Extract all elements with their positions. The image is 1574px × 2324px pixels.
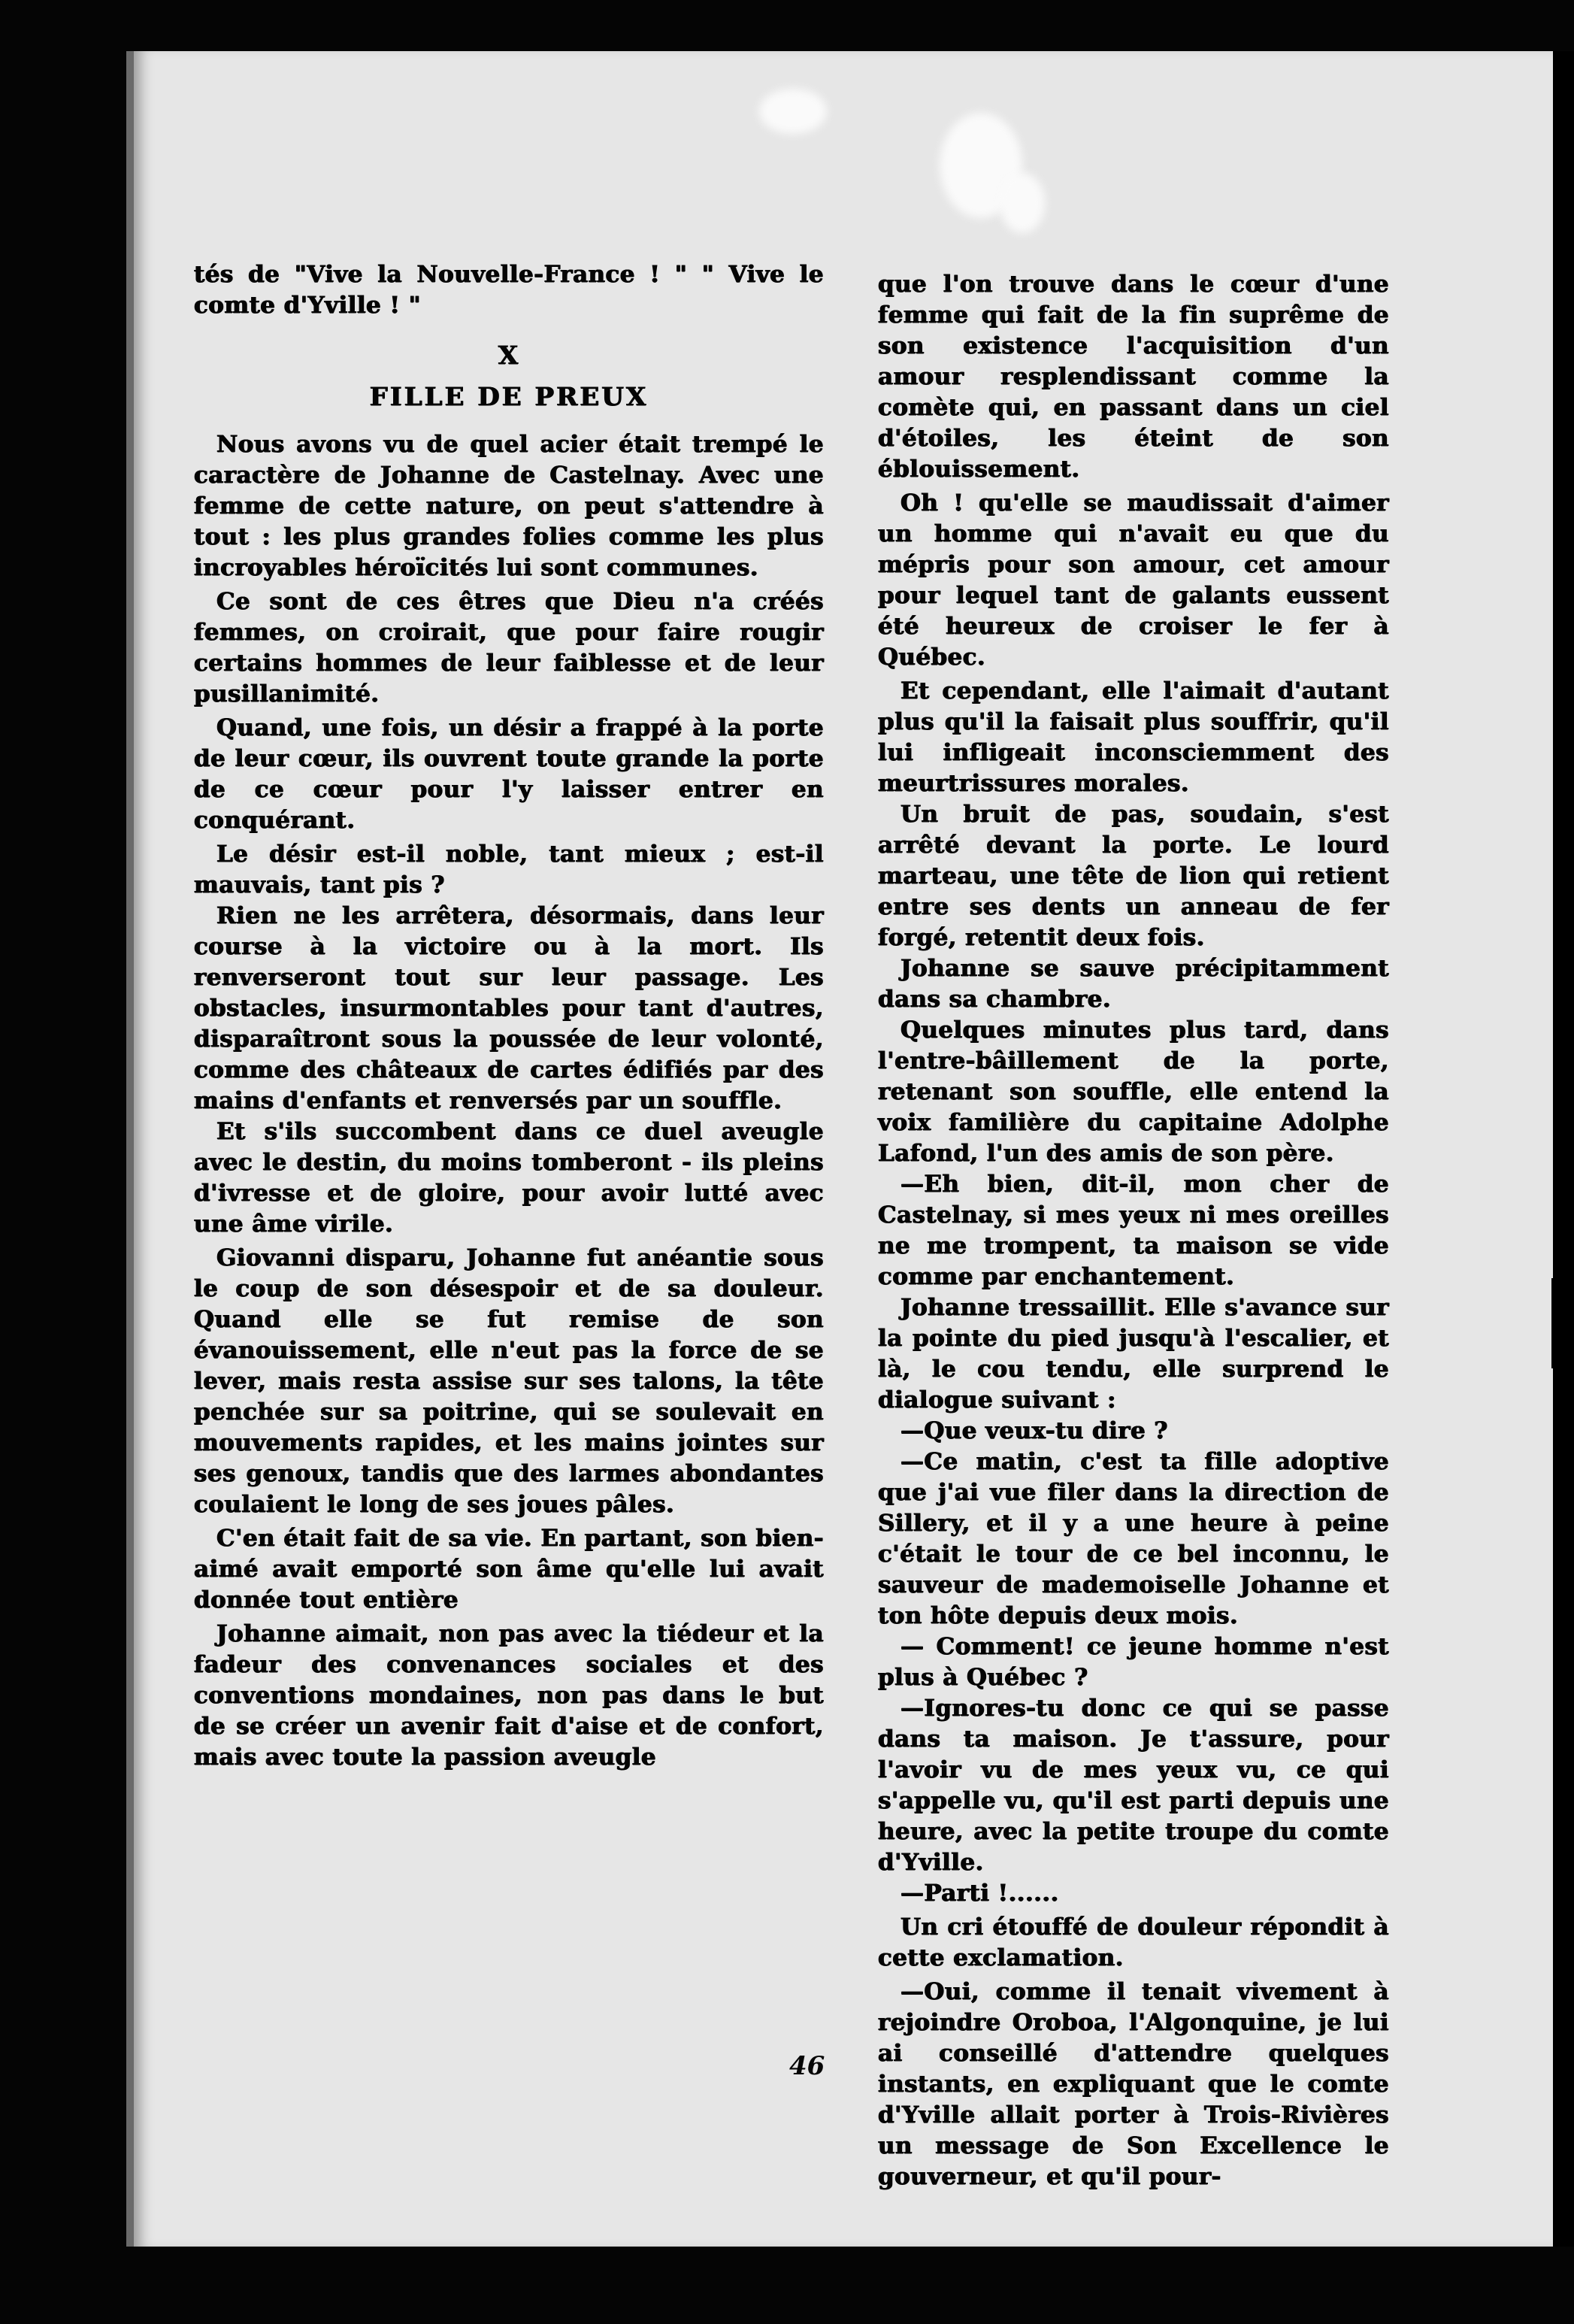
- paragraph: Ce sont de ces êtres que Dieu n'a créés femmes, on croirait, que pour faire rougir certains hommes de leur faiblesse et de leur pusillanimité.: [194, 588, 824, 708]
- paragraph: que l'on trouve dans le cœur d'une femme qui fait de la fin suprême de son existence l'acquisition d'un amour resplendissant comme la comète qui, en passant dans un ciel d'étoiles, les éteint de son éblouissement.: [878, 271, 1389, 483]
- left-text-column: [194, 259, 824, 1773]
- paragraph: Quand, une fois, un désir a frappé à la porte de leur cœur, ils ouvrent toute grande la porte de ce cœur pour l'y laisser entrer en conquérant.: [194, 714, 824, 834]
- paragraph: Quelques minutes plus tard, dans l'entre-bâillement de la porte, retenant son souffle, elle entend la voix familière du capitaine Adolphe Lafond, l'un des amis de son père.: [878, 1017, 1389, 1167]
- paragraph: —Ignores-tu donc ce qui se passe dans ta maison. Je t'assure, pour l'avoir vu de mes yeux vu, ce qui s'appelle vu, qu'il est parti depuis une heure, avec la petite troupe du comte d'Yville.: [878, 1695, 1389, 1876]
- scan-edge-mark: [1556, 2030, 1574, 2090]
- paragraph: —Oui, comme il tenait vivement à rejoindre Oroboa, l'Algonquine, je lui ai conseillé d'attendre quelques instants, en expliquant que le comte d'Yville allait porter à Trois-Rivières un message de Son Excellence le gouverneur, et qu'il pour-: [878, 1978, 1389, 2190]
- right-text-column: [878, 269, 1389, 2192]
- opening-line: tés de "Vive la Nouvelle-France ! " " Vive le comte d'Yville ! ": [194, 261, 824, 319]
- chapter-title: FILLE DE PREUX: [369, 382, 649, 412]
- paper-stain: [759, 89, 827, 134]
- paragraph: Le désir est-il noble, tant mieux ; est-il mauvais, tant pis ?: [194, 841, 824, 898]
- paper-stain: [1000, 173, 1045, 233]
- paragraph: Johanne aimait, non pas avec la tiédeur et la fadeur des convenances sociales et des conventions mondaines, non pas dans le but de se créer un avenir fait d'aise et de confort, mais avec toute la passion aveugle: [194, 1620, 824, 1771]
- paragraph: Rien ne les arrêtera, désormais, dans leur course à la victoire ou à la mort. Ils renverseront tout sur leur passage. Les obstacles, insurmontables pour tant d'autres, disparaîtront sous la poussée de leur volonté, comme des châteaux de cartes édifiés par des mains d'enfants et renversés par un souffle.: [194, 902, 824, 1114]
- paragraph: —Eh bien, dit-il, mon cher de Castelnay, si mes yeux ni mes oreilles ne me trompent, ta maison se vide comme par enchantement.: [878, 1171, 1389, 1290]
- paragraph: —Ce matin, c'est ta fille adoptive que j'ai vue filer dans la direction de Sillery, et il y a une heure à peine c'était le tour de ce bel inconnu, le sauveur de mademoiselle Johanne et ton hôte depuis deux mois.: [878, 1448, 1389, 1629]
- page-number: 46: [789, 2051, 825, 2081]
- paragraph: —Que veux-tu dire ?: [901, 1417, 1168, 1444]
- scan-edge-mark: [1551, 1278, 1574, 1368]
- paragraph: Johanne tressaillit. Elle s'avance sur la pointe du pied jusqu'à l'escalier, et là, le cou tendu, elle surprend le dialogue suivant :: [878, 1294, 1389, 1413]
- paragraph: Un bruit de pas, soudain, s'est arrêté devant la porte. Le lourd marteau, une tête de lion qui retient entre ses dents un anneau de fer forgé, retentit deux fois.: [878, 801, 1389, 951]
- chapter-number: X: [498, 341, 520, 371]
- paragraph: C'en était fait de sa vie. En partant, son bien-aimé avait emporté son âme qu'elle lui avait donnée tout entière: [194, 1525, 824, 1613]
- paragraph: Nous avons vu de quel acier était trempé le caractère de Johanne de Castelnay. Avec une femme de cette nature, on peut s'attendre à tout : les plus grandes folies comme les plus incroyables héroïcités lui sont communes.: [194, 431, 824, 581]
- paragraph: Johanne se sauve précipitamment dans sa chambre.: [878, 955, 1389, 1013]
- paragraph: — Comment! ce jeune homme n'est plus à Québec ?: [878, 1633, 1389, 1691]
- paragraph: Oh ! qu'elle se maudissait d'aimer un homme qui n'avait eu que du mépris pour son amour, cet amour pour lequel tant de galants eussent été heureux de croiser le fer à Québec.: [878, 489, 1389, 671]
- paragraph: Giovanni disparu, Johanne fut anéantie sous le coup de son désespoir et de sa douleur. Quand elle se fut remise de son évanouissement, elle n'eut pas la force de se lever, mais resta assise sur ses talons, la tête penchée sur sa poitrine, qui se soulevait en mouvements rapides, et les mains jointes sur ses genoux, tandis que des larmes abondantes coulaient le long de ses joues pâles.: [194, 1244, 824, 1518]
- paragraph: Et cependant, elle l'aimait d'autant plus qu'il la faisait plus souffrir, qu'il lui infligeait inconsciemment des meurtrissures morales.: [878, 677, 1389, 797]
- paragraph: Un cri étouffé de douleur répondit à cette exclamation.: [878, 1913, 1389, 1971]
- scan-right-edge: [1553, 51, 1574, 2247]
- paragraph: Et s'ils succombent dans ce duel aveugle avec le destin, du moins tomberont - ils pleins d'ivresse et de gloire, pour avoir lutté avec une âme virile.: [194, 1118, 824, 1238]
- paragraph: —Parti !......: [901, 1880, 1059, 1907]
